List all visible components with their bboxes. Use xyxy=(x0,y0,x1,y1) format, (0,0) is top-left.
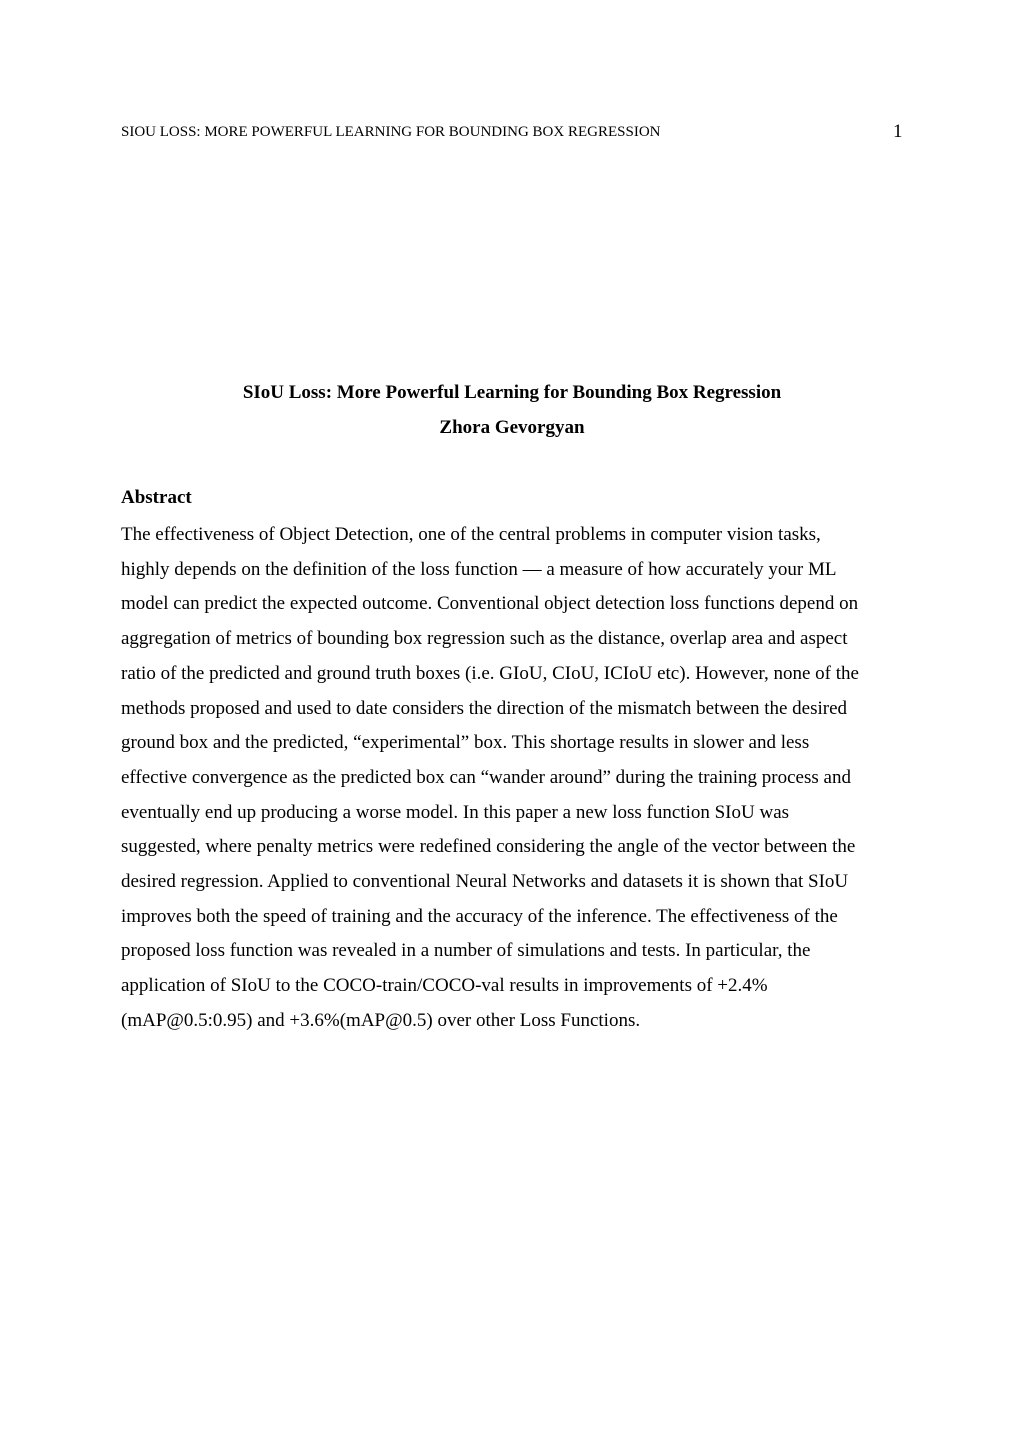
page-number: 1 xyxy=(893,121,903,142)
abstract-line: ground box and the predicted, “experimental” box. This shortage results in slower and less xyxy=(121,732,810,754)
abstract-line: (mAP@0.5:0.95) and +3.6%(mAP@0.5) over other Loss Functions. xyxy=(121,1009,641,1031)
abstract-line: methods proposed and used to date considers the direction of the mismatch between the desired xyxy=(121,697,848,719)
abstract-line: aggregation of metrics of bounding box regression such as the distance, overlap area and aspect xyxy=(121,628,848,650)
running-title: SIOU LOSS: MORE POWERFUL LEARNING FOR BOUNDING BOX REGRESSION xyxy=(121,124,661,140)
abstract-line: effective convergence as the predicted box can “wander around” during the training process and xyxy=(121,766,851,788)
abstract-line: application of SIoU to the COCO-train/COCO-val results in improvements of +2.4% xyxy=(121,975,768,997)
abstract-line: proposed loss function was revealed in a number of simulations and tests. In particular, the xyxy=(121,940,811,962)
abstract-line: model can predict the expected outcome. Conventional object detection loss functions depend on xyxy=(121,593,859,615)
abstract-line: highly depends on the definition of the loss function — a measure of how accurately your ML xyxy=(121,558,837,580)
paper-author: Zhora Gevorgyan xyxy=(439,417,585,438)
paper-title: SIoU Loss: More Powerful Learning for Bounding Box Regression xyxy=(242,382,782,403)
abstract-line: The effectiveness of Object Detection, one of the central problems in computer vision tasks, xyxy=(121,524,821,545)
abstract-body xyxy=(121,518,911,1039)
abstract-line: eventually end up producing a worse model. In this paper a new loss function SIoU was xyxy=(121,801,790,823)
abstract-heading: Abstract xyxy=(121,487,192,508)
abstract-line: suggested, where penalty metrics were redefined considering the angle of the vector between the xyxy=(121,836,856,858)
abstract-line: ratio of the predicted and ground truth boxes (i.e. GIoU, CIoU, ICIoU etc). However, none of the xyxy=(121,662,859,684)
abstract-line: desired regression. Applied to conventional Neural Networks and datasets it is shown that SIoU xyxy=(121,871,849,893)
abstract-line: improves both the speed of training and the accuracy of the inference. The effectiveness of the xyxy=(121,905,838,927)
